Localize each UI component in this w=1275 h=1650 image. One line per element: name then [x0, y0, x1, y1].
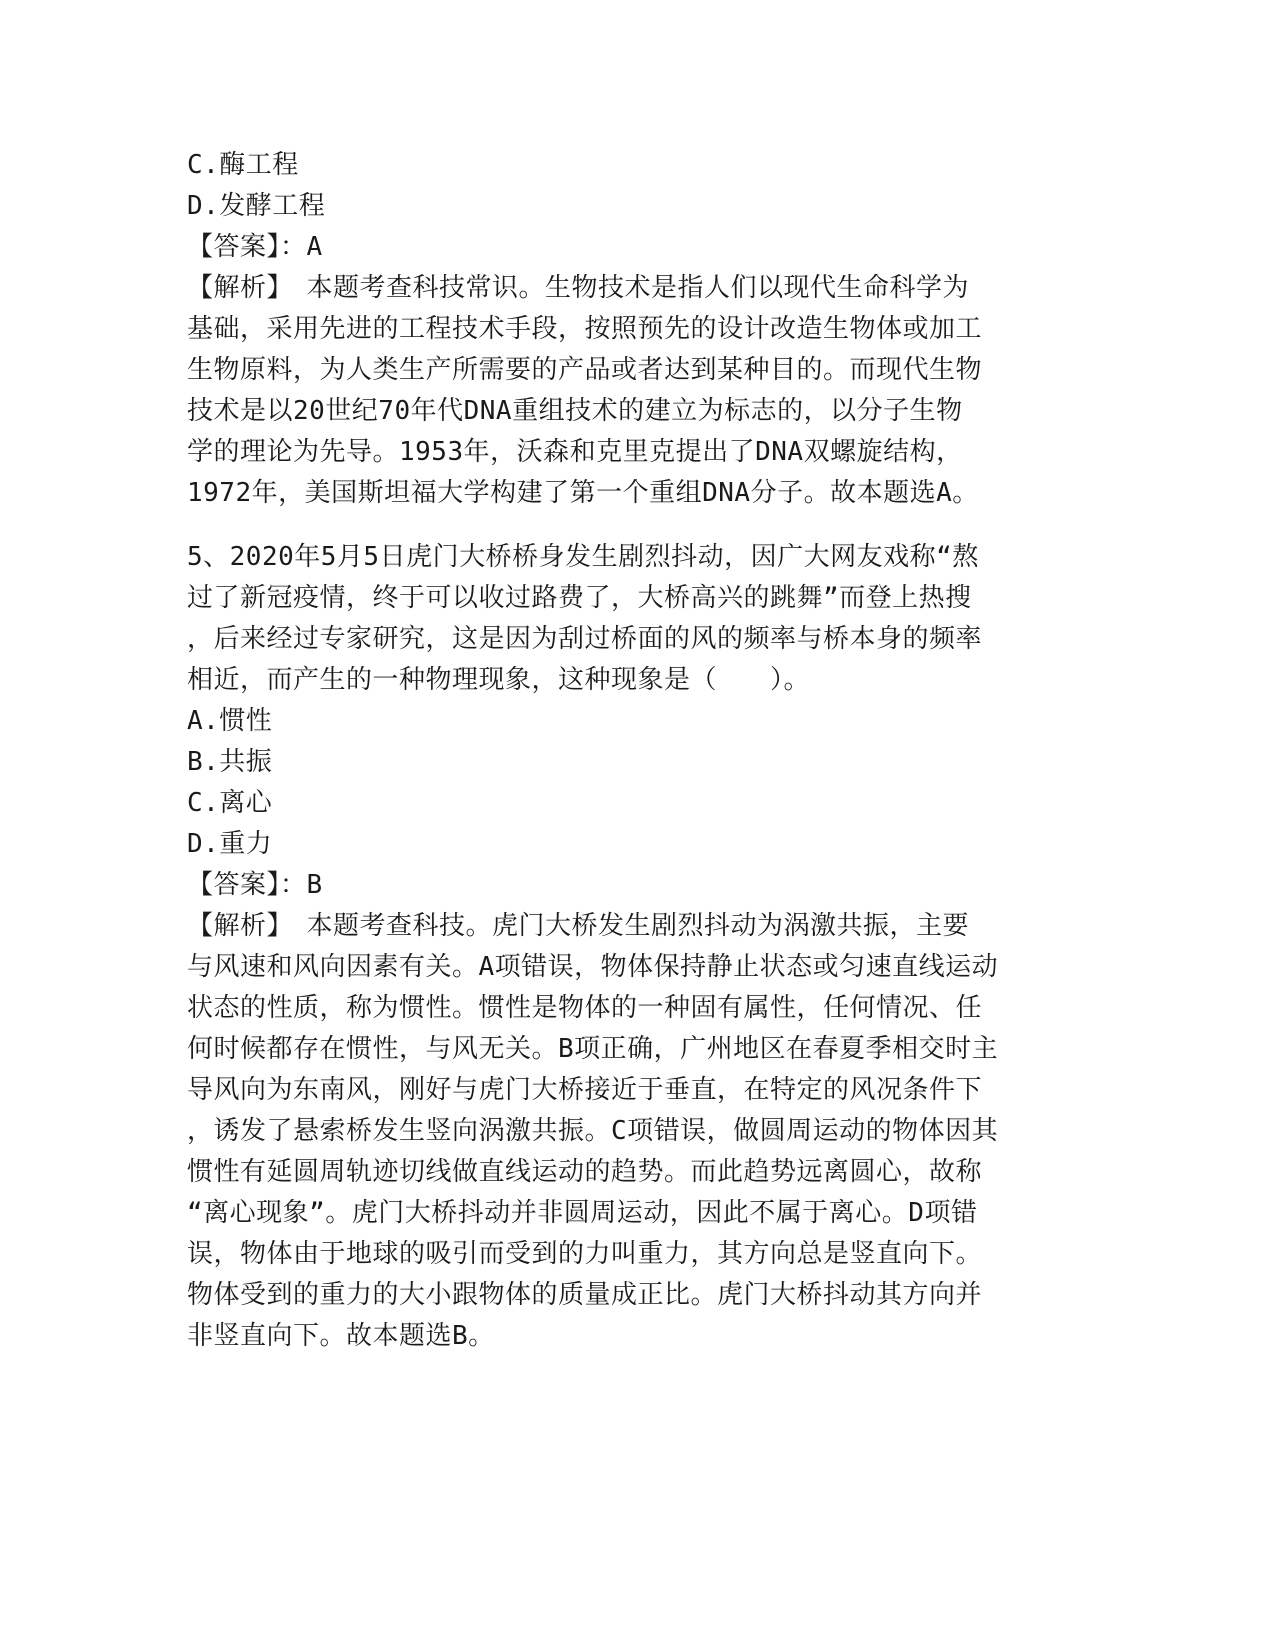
- analysis-line: 技术是以20世纪70年代DNA重组技术的建立为标志的，以分子生物: [187, 396, 963, 426]
- q5-analysis: [187, 906, 1082, 1357]
- analysis-line: “离心现象”。虎门大桥抖动并非圆周运动，因此不属于离心。D项错: [187, 1198, 978, 1228]
- analysis-line: ，诱发了悬索桥发生竖向涡激共振。C项错误，做圆周运动的物体因其: [187, 1116, 999, 1146]
- q5-option-c: C.离心: [187, 788, 273, 818]
- analysis-line: 误，物体由于地球的吸引而受到的力叫重力，其方向总是竖直向下。: [187, 1239, 983, 1269]
- analysis-line: 1972年，美国斯坦福大学构建了第一个重组DNA分子。故本题选A。: [187, 478, 979, 508]
- analysis-line: 物体受到的重力的大小跟物体的质量成正比。虎门大桥抖动其方向并: [187, 1280, 983, 1310]
- q4-option-c: C.酶工程: [187, 150, 299, 180]
- question-line: 5、2020年5月5日虎门大桥桥身发生剧烈抖动，因广大网友戏称“熬: [187, 542, 979, 572]
- analysis-line: 导风向为东南风，刚好与虎门大桥接近于垂直，在特定的风况条件下: [187, 1075, 983, 1105]
- question-line: 过了新冠疫情，终于可以收过路费了，大桥高兴的跳舞”而登上热搜: [187, 583, 972, 613]
- analysis-line: 状态的性质，称为惯性。惯性是物体的一种固有属性，任何情况、任: [187, 993, 983, 1023]
- q5-option-a: A.惯性: [187, 706, 273, 736]
- q5-answer: 【答案】：B: [187, 870, 323, 900]
- question-line: ，后来经过专家研究，这是因为刮过桥面的风的频率与桥本身的频率: [187, 624, 983, 654]
- analysis-line: 【解析】 本题考查科技。虎门大桥发生剧烈抖动为涡激共振，主要: [187, 911, 970, 941]
- analysis-line: 学的理论为先导。1953年，沃森和克里克提出了DNA双螺旋结构，: [187, 437, 963, 467]
- section-gap: [187, 514, 1082, 537]
- q5-option-d: D.重力: [187, 829, 273, 859]
- document-page: [187, 145, 1082, 1357]
- q5-option-b: B.共振: [187, 747, 273, 777]
- q4-analysis: [187, 268, 1082, 514]
- q5-question: [187, 537, 1082, 701]
- analysis-line: 非竖直向下。故本题选B。: [187, 1321, 495, 1351]
- analysis-line: 【解析】 本题考查科技常识。生物技术是指人们以现代生命科学为: [187, 273, 970, 303]
- analysis-line: 何时候都存在惯性，与风无关。B项正确，广州地区在春夏季相交时主: [187, 1034, 999, 1064]
- q4-option-d: D.发酵工程: [187, 191, 326, 221]
- analysis-line: 与风速和风向因素有关。A项错误，物体保持静止状态或匀速直线运动: [187, 952, 999, 982]
- analysis-line: 惯性有延圆周轨迹切线做直线运动的趋势。而此趋势远离圆心，故称: [187, 1157, 983, 1187]
- analysis-line: 生物原料，为人类生产所需要的产品或者达到某种目的。而现代生物: [187, 355, 983, 385]
- analysis-line: 基础，采用先进的工程技术手段，按照预先的设计改造生物体或加工: [187, 314, 983, 344]
- q4-answer: 【答案】：A: [187, 232, 323, 262]
- question-line: 相近，而产生的一种物理现象，这种现象是（ ）。: [187, 665, 811, 695]
